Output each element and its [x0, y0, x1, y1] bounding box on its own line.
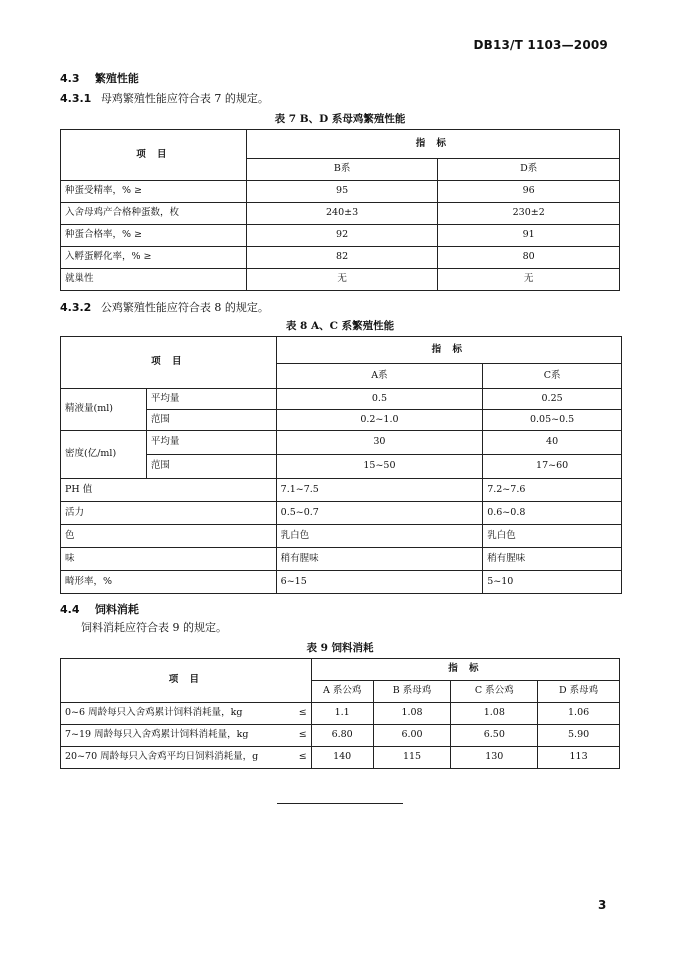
table-9-col-b-hen: B 系母鸡 [373, 681, 451, 703]
row-a-value: 0.5~0.7 [276, 502, 483, 525]
end-rule [277, 803, 403, 804]
row-value: 6.50 [451, 725, 538, 747]
row-item [61, 703, 312, 725]
row-a-value: 稍有腥味 [276, 548, 483, 571]
row-b-value: 240±3 [246, 203, 438, 225]
row-value: 1.08 [451, 703, 538, 725]
section-title: 饲料消耗 [94, 603, 139, 616]
density-range-a: 15~50 [276, 455, 483, 479]
table-9-header-index: 指 标 [311, 659, 619, 681]
section-number: 4.4 [60, 603, 80, 616]
row-d-value: 无 [438, 269, 620, 291]
table-row [61, 571, 622, 594]
density-avg-a: 30 [276, 431, 483, 455]
semen-avg-c: 0.25 [483, 389, 622, 410]
row-c-value: 0.6~0.8 [483, 502, 622, 525]
row-a-value: 6~15 [276, 571, 483, 594]
row-a-value: 7.1~7.5 [276, 479, 483, 502]
row-b-value: 95 [246, 181, 438, 203]
section-4-3-heading [60, 70, 139, 86]
row-value: 1.06 [538, 703, 620, 725]
table-row [61, 389, 622, 410]
row-a-value: 乳白色 [276, 525, 483, 548]
density-range-c: 17~60 [483, 455, 622, 479]
document-code: DB13/T 1103—2009 [473, 38, 608, 52]
table-7-header-index: 指 标 [246, 130, 619, 159]
table-row [61, 479, 622, 502]
row-item-text: 20~70 周龄每只入舍鸡平均日饲料消耗量，g [65, 751, 259, 763]
row-item: PH 值 [61, 479, 277, 502]
table-8 [60, 336, 622, 594]
table-row [61, 181, 620, 203]
page-number: 3 [598, 898, 607, 912]
row-c-value: 7.2~7.6 [483, 479, 622, 502]
row-comparator: ≤ [298, 729, 307, 741]
section-4-4-heading [60, 601, 139, 617]
row-d-value: 91 [438, 225, 620, 247]
table-9 [60, 658, 620, 769]
table-9-col-d-hen: D 系母鸡 [538, 681, 620, 703]
table-9-header-item: 项 目 [61, 659, 312, 703]
density-label: 密度(亿/ml) [61, 431, 147, 479]
table-7-col-d: D系 [438, 159, 620, 181]
row-value: 5.90 [538, 725, 620, 747]
row-item: 色 [61, 525, 277, 548]
table-8-header-index: 指 标 [276, 337, 621, 364]
section-title: 繁殖性能 [94, 72, 139, 85]
row-item [61, 747, 312, 769]
clause-4-3-2 [60, 299, 269, 315]
density-avg-c: 40 [483, 431, 622, 455]
row-b-value: 82 [246, 247, 438, 269]
row-value: 115 [373, 747, 451, 769]
table-row [61, 525, 622, 548]
table-row [61, 203, 620, 225]
row-item [61, 725, 312, 747]
table-9-col-a-rooster: A 系公鸡 [311, 681, 373, 703]
table-7 [60, 129, 620, 291]
row-c-value: 乳白色 [483, 525, 622, 548]
table-row [61, 703, 620, 725]
row-item: 入孵蛋孵化率，% ≥ [61, 247, 247, 269]
section-4-4-text: 饲料消耗应符合表 9 的规定。 [81, 621, 227, 634]
table-7-header-item: 项 目 [61, 130, 247, 181]
row-item: 入舍母鸡产合格种蛋数，枚 [61, 203, 247, 225]
clause-text: 母鸡繁殖性能应符合表 7 的规定。 [100, 92, 269, 105]
row-value: 130 [451, 747, 538, 769]
row-d-value: 96 [438, 181, 620, 203]
row-b-value: 92 [246, 225, 438, 247]
table-9-col-c-rooster: C 系公鸡 [451, 681, 538, 703]
row-value: 6.80 [311, 725, 373, 747]
row-item: 种蛋合格率，% ≥ [61, 225, 247, 247]
row-item: 就巢性 [61, 269, 247, 291]
row-item: 味 [61, 548, 277, 571]
row-c-value: 稍有腥味 [483, 548, 622, 571]
row-value: 6.00 [373, 725, 451, 747]
table-8-header-item: 项 目 [61, 337, 277, 389]
row-item-text: 7~19 周龄每只入舍鸡累计饲料消耗量，kg [65, 729, 249, 741]
clause-4-3-1 [60, 90, 269, 106]
semen-volume-label: 精液量(ml) [61, 389, 147, 431]
semen-avg-a: 0.5 [276, 389, 483, 410]
semen-range-c: 0.05~0.5 [483, 410, 622, 431]
clause-number: 4.3.2 [60, 301, 92, 314]
table-row [61, 225, 620, 247]
row-d-value: 230±2 [438, 203, 620, 225]
table-9-caption: 表 9 饲料消耗 [306, 642, 374, 654]
row-comparator: ≤ [298, 751, 307, 763]
row-value: 113 [538, 747, 620, 769]
table-row [61, 431, 622, 455]
semen-avg-label: 平均量 [146, 389, 276, 410]
clause-text: 公鸡繁殖性能应符合表 8 的规定。 [100, 301, 269, 314]
table-8-caption: 表 8 A、C 系繁殖性能 [285, 320, 395, 332]
table-8-col-c: C系 [483, 364, 622, 389]
table-row [61, 747, 620, 769]
table-row [61, 725, 620, 747]
row-value: 1.1 [311, 703, 373, 725]
row-b-value: 无 [246, 269, 438, 291]
table-7-caption: 表 7 B、D 系母鸡繁殖性能 [274, 113, 406, 125]
clause-number: 4.3.1 [60, 92, 92, 105]
semen-range-a: 0.2~1.0 [276, 410, 483, 431]
table-row [61, 502, 622, 525]
density-range-label: 范围 [146, 455, 276, 479]
table-row [61, 247, 620, 269]
row-item: 种蛋受精率，% ≥ [61, 181, 247, 203]
table-row [61, 269, 620, 291]
row-d-value: 80 [438, 247, 620, 269]
semen-range-label: 范围 [146, 410, 276, 431]
row-value: 1.08 [373, 703, 451, 725]
row-comparator: ≤ [298, 707, 307, 719]
density-avg-label: 平均量 [146, 431, 276, 455]
row-item: 活力 [61, 502, 277, 525]
table-7-col-b: B系 [246, 159, 438, 181]
row-item-text: 0~6 周龄每只入舍鸡累计饲料消耗量，kg [65, 707, 243, 719]
table-8-col-a: A系 [276, 364, 483, 389]
row-value: 140 [311, 747, 373, 769]
row-c-value: 5~10 [483, 571, 622, 594]
row-item: 畸形率，% [61, 571, 277, 594]
section-number: 4.3 [60, 72, 80, 85]
table-row [61, 548, 622, 571]
